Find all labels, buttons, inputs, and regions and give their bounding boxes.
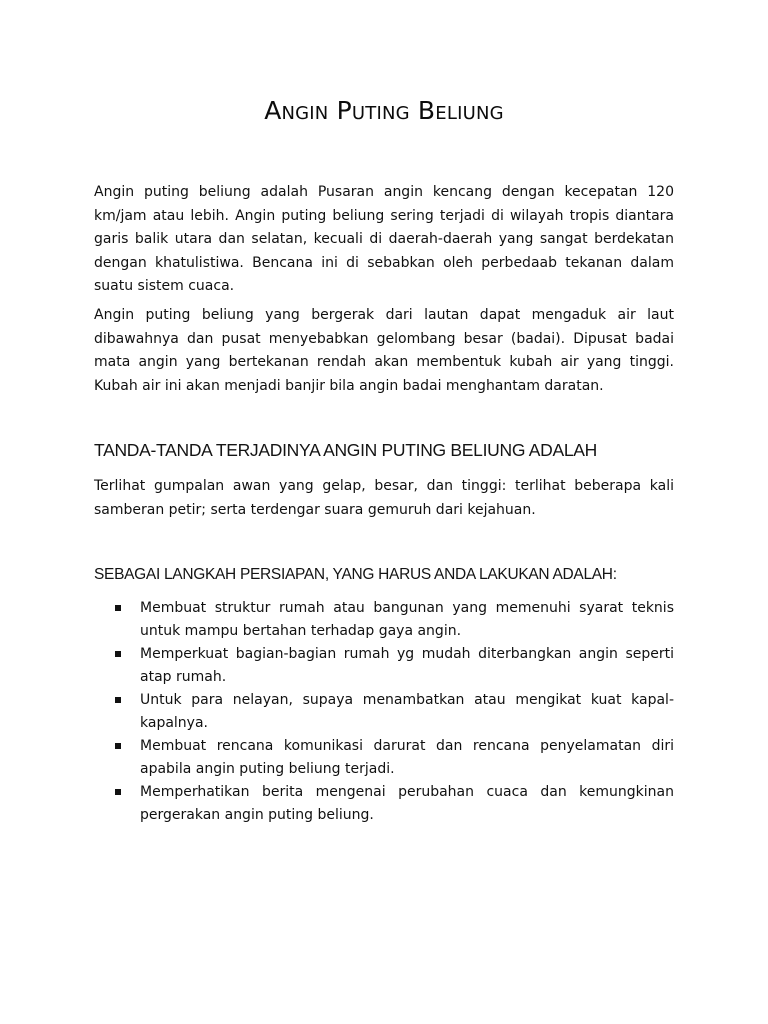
square-bullet-icon bbox=[115, 743, 121, 749]
list-item-text: Memperkuat bagian-bagian rumah yg mudah diterbangkan angin seperti atap rumah. bbox=[140, 646, 674, 685]
list-item bbox=[94, 597, 674, 643]
square-bullet-icon bbox=[115, 697, 121, 703]
signs-paragraph: Terlihat gumpalan awan yang gelap, besar, dan tinggi: terlihat beberapa kali samberan petir; serta terdengar suara gemuruh dari kejahuan. bbox=[94, 478, 674, 518]
list-item bbox=[94, 643, 674, 689]
list-item-text: Memperhatikan berita mengenai perubahan cuaca dan kemungkinan pergerakan angin puting beliung. bbox=[140, 784, 674, 823]
intro-paragraph-1: Angin puting beliung adalah Pusaran angin kencang dengan kecepatan 120 km/jam atau lebih. Angin puting beliung sering terjadi di wilayah tropis diantara garis balik utara dan selatan, kecuali di daerah-daerah yang sangat berdekatan dengan khatulistiwa. Bencana ini di sebabkan oleh perbedaab tekanan dalam suatu sistem cuaca. bbox=[94, 184, 674, 294]
section-heading-preparation: SEBAGAI LANGKAH PERSIAPAN, YANG HARUS ANDA LAKUKAN ADALAH: bbox=[94, 566, 617, 583]
list-item bbox=[94, 689, 674, 735]
intro-paragraph-2: Angin puting beliung yang bergerak dari lautan dapat mengaduk air laut dibawahnya dan pusat menyebabkan gelombang besar (badai). Dipusat badai mata angin yang bertekanan rendah akan membentuk kubah air yang tinggi. Kubah air ini akan menjadi banjir bila angin badai menghantam daratan. bbox=[94, 307, 674, 394]
list-item-text: Membuat struktur rumah atau bangunan yang memenuhi syarat teknis untuk mampu bertahan terhadap gaya angin. bbox=[140, 600, 674, 639]
list-item-text: Membuat rencana komunikasi darurat dan rencana penyelamatan diri apabila angin puting beliung terjadi. bbox=[140, 738, 674, 777]
list-item bbox=[94, 781, 674, 827]
section-heading-signs: TANDA-TANDA TERJADINYA ANGIN PUTING BELIUNG ADALAH bbox=[94, 440, 597, 460]
preparation-list bbox=[94, 597, 674, 827]
square-bullet-icon bbox=[115, 605, 121, 611]
square-bullet-icon bbox=[115, 789, 121, 795]
list-item bbox=[94, 735, 674, 781]
list-item-text: Untuk para nelayan, supaya menambatkan atau mengikat kuat kapal-kapalnya. bbox=[140, 692, 674, 731]
square-bullet-icon bbox=[115, 651, 121, 657]
document-title: Angin Puting Beliung bbox=[264, 96, 504, 125]
